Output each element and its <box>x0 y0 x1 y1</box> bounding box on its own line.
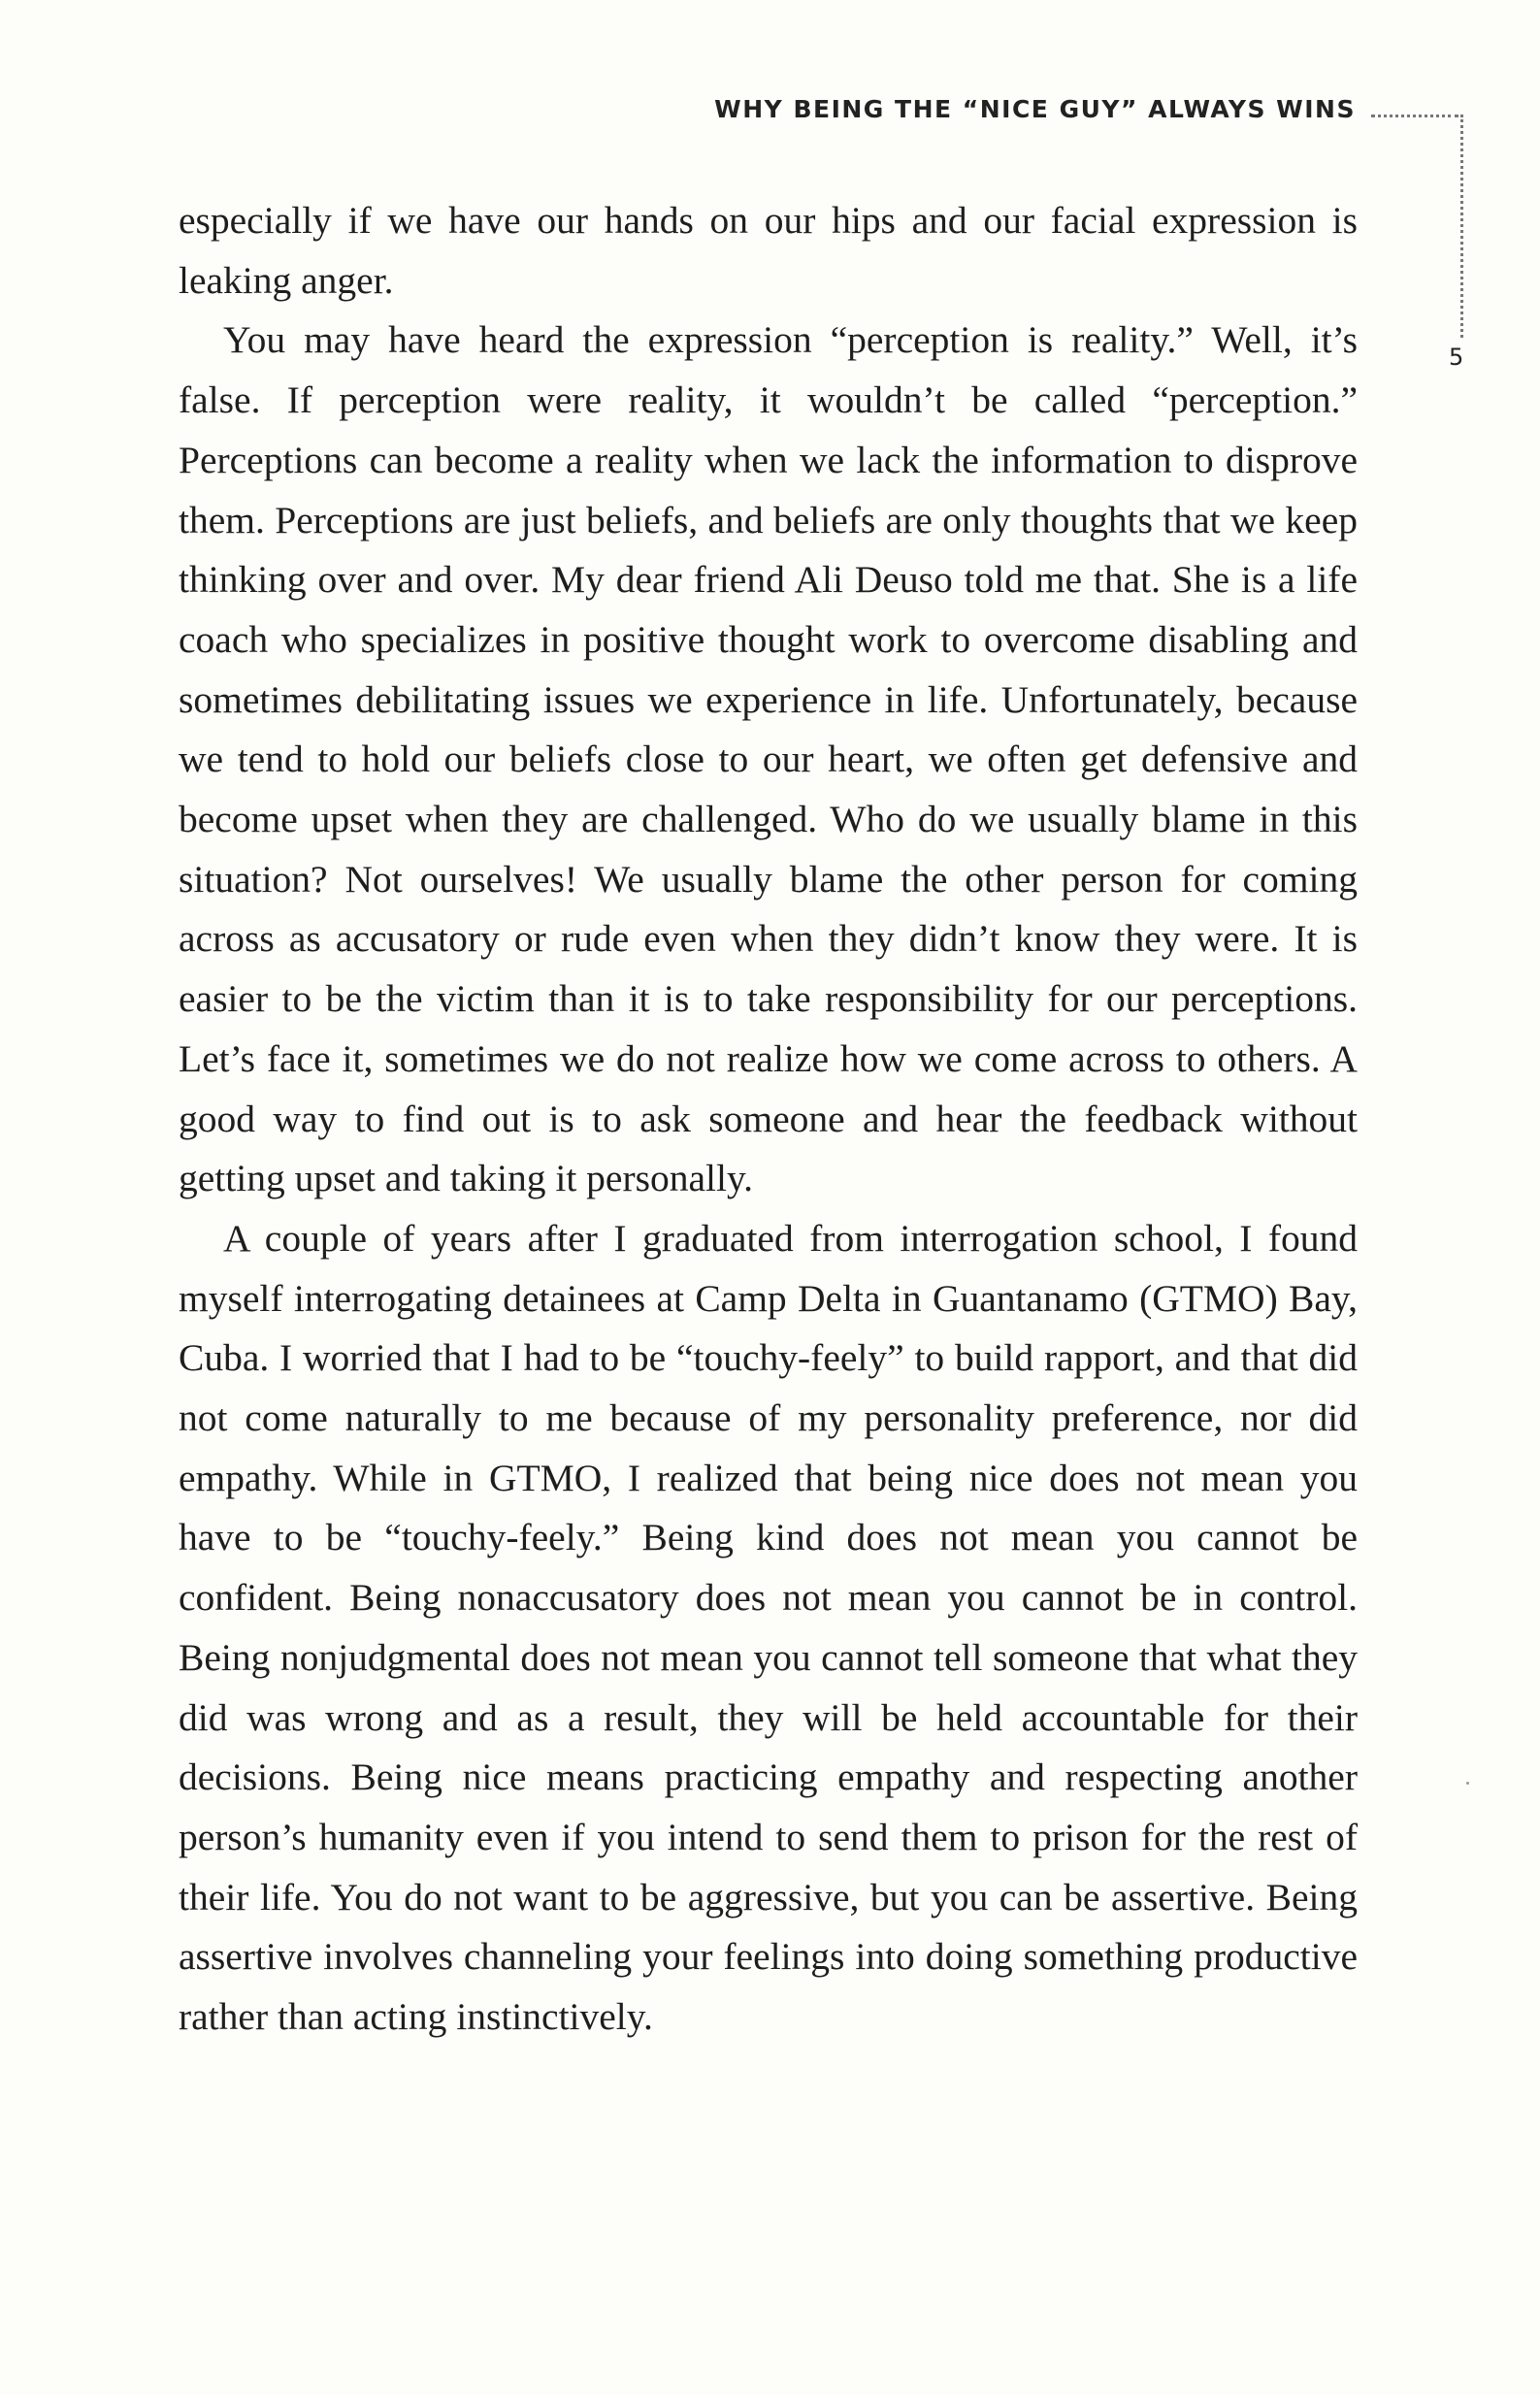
paragraph-perception: You may have heard the expression “perception is reality.” Well, it’s false. If perception were reality, it wouldn’t be called “perception.” Perceptions can become a reality when we lack the information to disprove them. Perceptions are just beliefs, and beliefs are only thoughts that we keep thinking over and over. My dear friend Ali Deuso told me that. She is a life coach who specializes in positive thought work to overcome disabling and sometimes debilitating issues we experience in life. Unfortunately, because we tend to hold our beliefs close to our heart, we often get defensive and become upset when they are challenged. Who do we usually blame in this situation? Not ourselves! We usually blame the other person for coming across as accusatory or rude even when they didn’t know they were. It is easier to be the victim than it is to take responsibility for our perceptions. Let’s face it, sometimes we do not realize how we come across to others. A good way to find out is to ask someone and hear the feedback without getting upset and taking it personally. <box>179 318 1358 1200</box>
paragraph-gtmo: A couple of years after I graduated from interrogation school, I found myself interrogating detainees at Camp Delta in Guantanamo (GTMO) Bay, Cuba. I worried that I had to be “touchy-feely” to build rapport, and that did not come naturally to me because of my personality preference, nor did empathy. While in GTMO, I realized that being nice does not mean you have to be “touchy-feely.” Being kind does not mean you cannot be confident. Being nonaccusatory does not mean you cannot be in control. Being nonjudgmental does not mean you cannot tell someone that what they did was wrong and as a result, they will be held accountable for their decisions. Being nice means practicing empathy and respecting another person’s humanity even if you intend to send them to prison for the rest of their life. You do not want to be aggressive, but you can be assertive. Being assertive involves channeling your feelings into doing something productive rather than acting instinctively. <box>179 1216 1358 2039</box>
body-text <box>179 191 1358 2048</box>
header-dotted-rule <box>1371 115 1458 117</box>
paragraph-continuation: especially if we have our hands on our hips and our facial expression is leaking anger. <box>179 199 1358 302</box>
margin-dotted-rule <box>1460 115 1463 338</box>
running-head: WHY BEING THE “NICE GUY” ALWAYS WINS <box>714 95 1356 123</box>
scan-speck <box>1466 1782 1469 1785</box>
page-number: 5 <box>1449 344 1464 371</box>
